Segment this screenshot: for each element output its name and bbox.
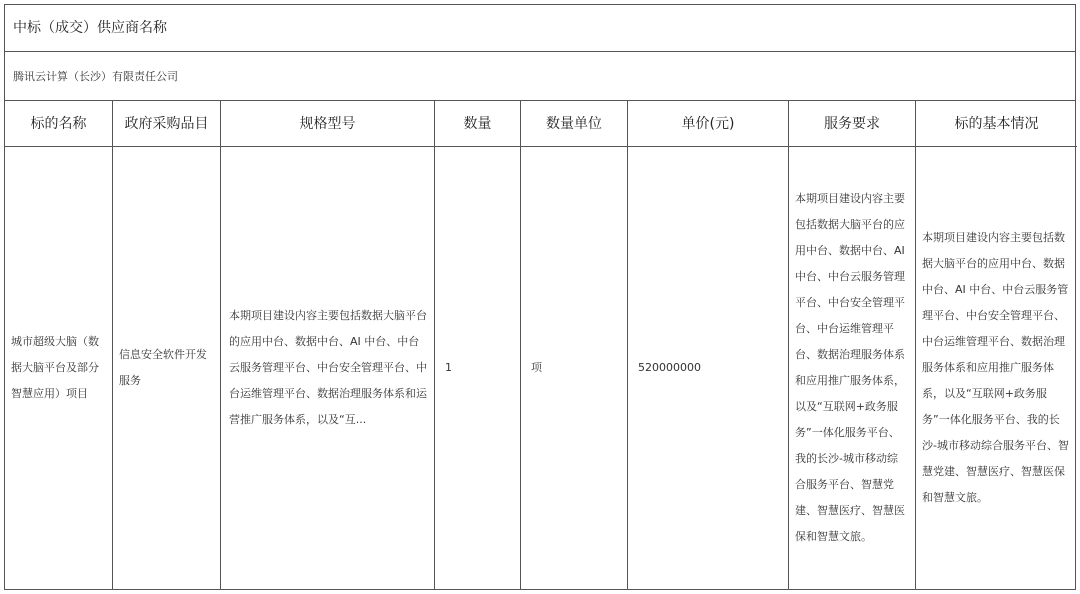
header-procurement-category: 政府采购品目 — [113, 101, 221, 147]
cell-procurement-category — [113, 147, 221, 589]
quantity-text: 1 — [445, 361, 452, 374]
supplier-name: 腾讯云计算（长沙）有限责任公司 — [5, 52, 1075, 101]
spec-model-text: 本期项目建设内容主要包括数据大脑平台的应用中台、数据中台、AI 中台、中台云服务管理平台、中台安全管理平台、中台运维管理平台、数据治理服务体系和运营推广服务体系，以及“互... — [229, 309, 427, 426]
table-title: 中标（成交）供应商名称 — [5, 5, 1075, 52]
header-item-name: 标的名称 — [5, 101, 113, 147]
header-spec-model: 规格型号 — [221, 101, 435, 147]
cell-service-requirements — [789, 147, 916, 589]
cell-quantity — [435, 147, 521, 589]
basic-info-text: 本期项目建设内容主要包括数据大脑平台的应用中台、数据中台、AI 中台、中台云服务管理平台、中台安全管理平台、中台运维管理平台、数据治理服务体系和应用推广服务体系，以及“互联网+政务服务”一体化服务平台、我的长沙-城市移动综合服务平台、智慧党建、智慧医疗、智慧医保和智慧文旅。 — [922, 231, 1069, 504]
item-name-text: 城市超级大脑（数据大脑平台及部分智慧应用）项目 — [11, 335, 99, 400]
quantity-unit-text: 项 — [531, 361, 542, 374]
cell-basic-info — [916, 147, 1077, 589]
service-requirements-text: 本期项目建设内容主要包括数据大脑平台的应用中台、数据中台、AI 中台、中台云服务管理平台、中台安全管理平台、中台运维管理平台、数据治理服务体系和应用推广服务体系，以及“互联网+政务服务”一体化服务平台、我的长沙-城市移动综合服务平台、智慧党建、智慧医疗、智慧医保和智慧文旅。 — [795, 192, 905, 543]
cell-spec-model — [221, 147, 435, 589]
header-service-requirements: 服务要求 — [789, 101, 916, 147]
header-unit-price: 单价(元) — [628, 101, 789, 147]
unit-price-text: 520000000 — [638, 361, 701, 374]
cell-item-name — [5, 147, 113, 589]
header-quantity: 数量 — [435, 101, 521, 147]
award-table — [4, 4, 1076, 590]
header-basic-info: 标的基本情况 — [916, 101, 1077, 147]
cell-unit-price — [628, 147, 789, 589]
header-quantity-unit: 数量单位 — [521, 101, 628, 147]
procurement-category-text: 信息安全软件开发服务 — [119, 348, 207, 387]
cell-quantity-unit — [521, 147, 628, 589]
